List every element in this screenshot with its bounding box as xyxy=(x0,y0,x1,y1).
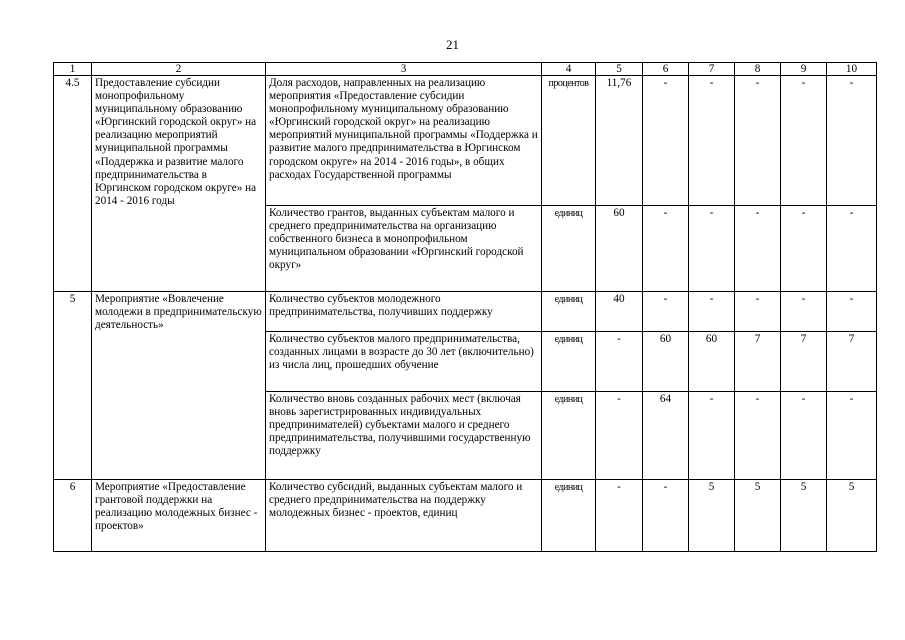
activity-name: Мероприятие «Вовлечение молодежи в предпринимательскую деятельность» xyxy=(92,292,266,480)
indicator-unit: единиц xyxy=(542,392,596,480)
indicator-name: Количество грантов, выданных субъектам малого и среднего предпринимательства на организацию собственного бизнеса в монопрофильном муниципальном образовании «Юргинский городской округ» xyxy=(266,206,542,292)
indicator-unit: единиц xyxy=(542,292,596,332)
indicator-value: - xyxy=(596,392,643,480)
indicator-value: - xyxy=(735,76,781,206)
indicator-value: - xyxy=(781,392,827,480)
indicators-table xyxy=(53,62,877,552)
indicator-value: - xyxy=(827,392,877,480)
header-cell: 10 xyxy=(827,63,877,76)
indicator-value: 5 xyxy=(781,480,827,552)
indicator-value: 11,76 xyxy=(596,76,643,206)
indicator-unit: единиц xyxy=(542,206,596,292)
header-cell: 4 xyxy=(542,63,596,76)
header-cell: 3 xyxy=(266,63,542,76)
indicator-value: - xyxy=(643,480,689,552)
indicator-name: Количество субсидий, выданных субъектам малого и среднего предпринимательства на поддержку молодежных бизнес - проектов, единиц xyxy=(266,480,542,552)
indicator-value: - xyxy=(827,292,877,332)
indicator-value: 60 xyxy=(596,206,643,292)
indicator-value: - xyxy=(827,206,877,292)
indicator-value: 5 xyxy=(735,480,781,552)
indicator-name: Количество субъектов малого предпринимательства, созданных лицами в возрасте до 30 лет (включительно) из числа лиц, прошедших обучение xyxy=(266,332,542,392)
indicator-value: - xyxy=(596,332,643,392)
header-cell: 2 xyxy=(92,63,266,76)
indicator-value: - xyxy=(689,392,735,480)
page-number: 21 xyxy=(446,37,459,52)
indicator-value: - xyxy=(781,292,827,332)
indicator-value: - xyxy=(781,76,827,206)
indicator-value: - xyxy=(643,206,689,292)
indicator-name: Количество субъектов молодежного предпринимательства, получивших поддержку xyxy=(266,292,542,332)
table-row xyxy=(54,76,877,206)
indicator-value: - xyxy=(735,392,781,480)
indicator-value: - xyxy=(689,292,735,332)
indicator-value: - xyxy=(781,206,827,292)
header-cell: 8 xyxy=(735,63,781,76)
activity-name: Мероприятие «Предоставление грантовой поддержки на реализацию молодежных бизнес - проектов» xyxy=(92,480,266,552)
indicator-value: - xyxy=(596,480,643,552)
header-cell: 5 xyxy=(596,63,643,76)
indicator-name: Доля расходов, направленных на реализацию мероприятия «Предоставление субсидии монопрофильному муниципальному образованию «Юргинский городской округ» на реализацию мероприятий муниципальной программы «Поддержка и развитие малого предпринимательства в Юргинском городском округе» на 2014 - 2016 годы», в общих расходах Государственной программы xyxy=(266,76,542,206)
indicator-value: 64 xyxy=(643,392,689,480)
indicator-value: 40 xyxy=(596,292,643,332)
table-row xyxy=(54,480,877,552)
row-number: 6 xyxy=(54,480,92,552)
indicator-value: - xyxy=(735,292,781,332)
indicator-value: 7 xyxy=(827,332,877,392)
indicator-value: - xyxy=(643,76,689,206)
table-row xyxy=(54,292,877,332)
header-cell: 7 xyxy=(689,63,735,76)
indicator-name: Количество вновь созданных рабочих мест (включая вновь зарегистрированных индивидуальных предпринимателей) субъектами малого и среднего предпринимательства, получившими государственную поддержку xyxy=(266,392,542,480)
header-cell: 6 xyxy=(643,63,689,76)
indicator-value: 60 xyxy=(689,332,735,392)
indicator-value: - xyxy=(827,76,877,206)
row-number: 4.5 xyxy=(54,76,92,292)
indicator-value: 5 xyxy=(827,480,877,552)
header-row xyxy=(54,63,877,76)
activity-name: Предоставление субсидии монопрофильному муниципальному образованию «Юргинский городской округ» на реализацию мероприятий муниципальной программы «Поддержка и развитие малого предпринимательства в Юргинском городском округе» на 2014 - 2016 годы xyxy=(92,76,266,292)
row-number: 5 xyxy=(54,292,92,480)
indicator-value: - xyxy=(689,206,735,292)
indicator-value: 5 xyxy=(689,480,735,552)
indicator-value: 7 xyxy=(735,332,781,392)
header-cell: 9 xyxy=(781,63,827,76)
indicator-unit: процентов xyxy=(542,76,596,206)
indicator-value: 60 xyxy=(643,332,689,392)
indicator-unit: единиц xyxy=(542,480,596,552)
indicator-unit: единиц xyxy=(542,332,596,392)
indicator-value: - xyxy=(643,292,689,332)
indicator-value: - xyxy=(735,206,781,292)
indicator-value: 7 xyxy=(781,332,827,392)
header-cell: 1 xyxy=(54,63,92,76)
indicator-value: - xyxy=(689,76,735,206)
